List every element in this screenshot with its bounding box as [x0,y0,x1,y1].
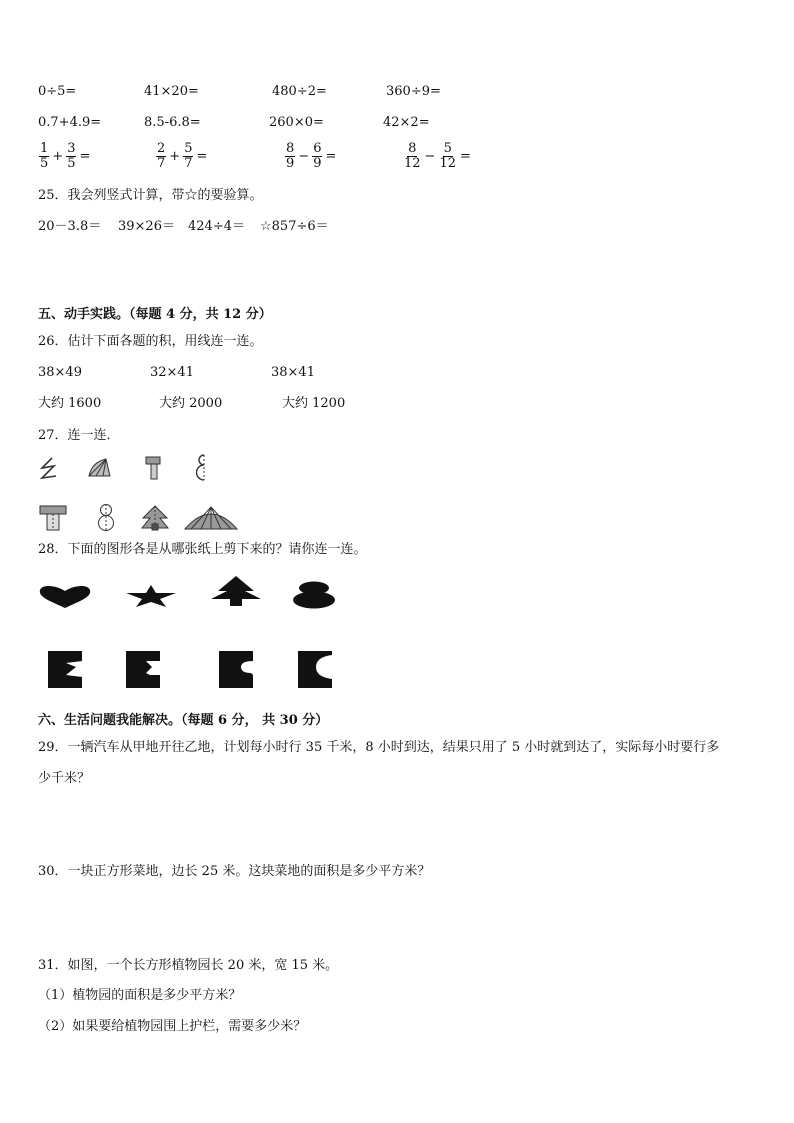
equals: = [460,149,471,164]
operator: − [424,149,436,164]
paper-curve-edge-icon [298,651,334,688]
fraction-expression [155,142,209,171]
estimate-expr: 32×41 [150,365,194,380]
calc-item: 0.7+4.9= [38,115,102,130]
equals: = [196,149,208,164]
numerator: 5 [443,141,452,156]
question-25: 25．我会列竖式计算，带☆的要验算。 [38,188,263,203]
umbrella-icon [183,505,239,531]
vertical-calc-item: 39×26＝ [118,219,175,234]
denominator: 5 [40,156,49,171]
operator: − [298,149,310,164]
denominator: 12 [404,156,421,171]
vertical-calc-item: 20－3.8＝ [38,219,102,234]
tree-shape-icon [209,575,263,607]
denominator: 12 [439,156,456,171]
section-title: 五、动手实践。（每题 4 分，共 12 分） [38,307,272,322]
piece-snowman-half-icon [196,453,212,483]
numerator: 6 [313,141,322,156]
snowman-shape-icon [292,580,340,610]
calc-item: 480÷2= [272,84,327,99]
numerator: 8 [286,141,295,156]
question-30: 30．一块正方形菜地，边长 25 米。这块菜地的面积是多少平方米？ [38,864,431,879]
question-29-cont: 少千米？ [38,771,91,786]
calc-item: 0÷5= [38,84,77,99]
question-31-part2: （2）如果要给植物园围上护栏，需要多少米？ [38,1019,307,1034]
mushroom-icon [38,504,68,532]
estimate-answer: 大约 1200 [282,396,346,411]
fraction-expression [38,142,92,171]
piece-zigzag-icon [38,456,60,482]
numerator: 5 [184,141,193,156]
calc-item: 8.5-6.8= [144,115,201,130]
tree-icon [140,504,170,532]
fraction-expression [284,142,338,171]
denominator: 7 [157,156,166,171]
calc-item: 260×0= [269,115,324,130]
denominator: 9 [313,156,322,171]
calc-item: 360÷9= [386,84,441,99]
heart-shape-icon [38,585,92,609]
equals: = [79,149,91,164]
estimate-answer: 大约 1600 [38,396,102,411]
denominator: 9 [286,156,295,171]
piece-umbrella-slice-icon [86,456,114,480]
denominator: 5 [67,156,76,171]
numerator: 8 [408,141,417,156]
estimate-expr: 38×41 [271,365,315,380]
calc-item: 42×2= [383,115,430,130]
star-shape-icon [125,584,177,608]
question-27: 27．连一连． [38,428,120,443]
question-29: 29．一辆汽车从甲地开往乙地，计划每小时行 35 千米，8 小时到达，结果只用了 5 小时就到达了，实际每小时要行多 [38,740,720,755]
question-28: 28．下面的图形各是从哪张纸上剪下来的？请你连一连。 [38,542,367,557]
denominator: 7 [184,156,193,171]
paper-zigzag-icon [48,651,84,688]
vertical-calc-item: ☆857÷6＝ [260,219,329,234]
numerator: 1 [40,141,49,156]
vertical-calc-item: 424÷4＝ [188,219,245,234]
question-31-part1: （1）植物园的面积是多少平方米？ [38,988,242,1003]
section-title: 六、生活问题我能解决。（每题 6 分， 共 30 分） [38,713,329,728]
question-26: 26．估计下面各题的积，用线连一连。 [38,334,263,349]
calc-item: 41×20= [144,84,199,99]
fraction-expression [402,142,473,171]
numerator: 3 [67,141,76,156]
question-31: 31．如图，一个长方形植物园长 20 米，宽 15 米。 [38,958,339,973]
piece-mushroom-half-icon [144,455,162,481]
operator: + [52,149,64,164]
paper-star-edge-icon [126,651,162,688]
paper-round-edge-icon [219,651,255,688]
estimate-answer: 大约 2000 [159,396,223,411]
snowman-icon [96,502,116,532]
equals: = [325,149,337,164]
numerator: 2 [157,141,166,156]
operator: + [169,149,181,164]
estimate-expr: 38×49 [38,365,82,380]
